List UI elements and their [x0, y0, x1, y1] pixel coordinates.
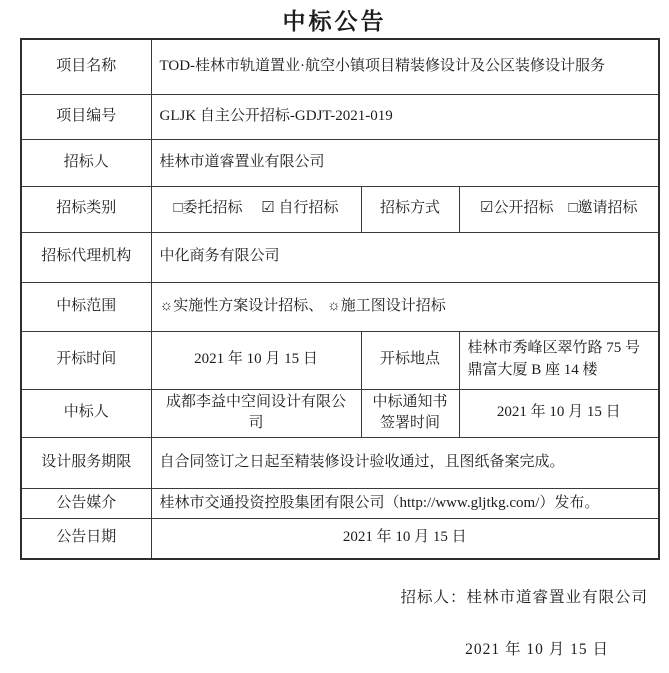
tenderer-label: 招标人: [21, 139, 151, 186]
announce-date-value: 2021 年 10 月 15 日: [151, 519, 659, 559]
tenderer-value: 桂林市道睿置业有限公司: [151, 139, 659, 186]
table-row-tender-category: [21, 186, 659, 232]
winner-value: 成都李益中空间设计有限公司: [151, 389, 361, 438]
service-period-value: 自合同签订之日起至精装修设计验收通过，且图纸备案完成。: [151, 438, 659, 489]
award-scope-label: 中标范围: [21, 282, 151, 331]
media-value: 桂林市交通投资控股集团有限公司（http://www.gljtkg.com/）发布。: [151, 489, 659, 519]
award-notice-label: 中标通知书签署时间: [361, 389, 459, 438]
tender-method-label: 招标方式: [361, 186, 459, 232]
table-row-award-scope: [21, 282, 659, 331]
winner-label: 中标人: [21, 389, 151, 438]
announcement-table: [20, 38, 660, 560]
table-row-winner: [21, 389, 659, 438]
award-notice-date: 2021 年 10 月 15 日: [459, 389, 659, 438]
project-number-value: GLJK 自主公开招标-GDJT-2021-019: [151, 94, 659, 139]
table-row-project-number: [21, 94, 659, 139]
page-title: 中标公告: [282, 9, 387, 34]
table-row-agency: [21, 232, 659, 282]
project-name-label: 项目名称: [21, 39, 151, 94]
announce-date-label: 公告日期: [21, 519, 151, 559]
tender-method-value: ☑公开招标 □邀请招标: [459, 186, 659, 232]
table-row-media: [21, 489, 659, 519]
table-row-project-name: [21, 39, 659, 94]
bid-opening-time-label: 开标时间: [21, 331, 151, 389]
table-row-bid-opening: [21, 331, 659, 389]
tender-category-value: □委托招标 ☑ 自行招标: [151, 186, 361, 232]
table-row-announce-date: [21, 519, 659, 559]
bid-opening-place-label: 开标地点: [361, 331, 459, 389]
bid-opening-place-value: 桂林市秀峰区翠竹路 75 号鼎富大厦 B 座 14 楼: [459, 331, 659, 389]
project-name-value: TOD-桂林市轨道置业·航空小镇项目精装修设计及公区装修设计服务: [151, 39, 659, 94]
service-period-label: 设计服务期限: [21, 438, 151, 489]
bid-opening-time-value: 2021 年 10 月 15 日: [151, 331, 361, 389]
footer-date: 2021 年 10 月 15 日: [465, 641, 609, 658]
tender-category-label: 招标类别: [21, 186, 151, 232]
table-row-service-period: [21, 438, 659, 489]
award-scope-value: ☼实施性方案设计招标、 ☼施工图设计招标: [151, 282, 659, 331]
project-number-label: 项目编号: [21, 94, 151, 139]
agency-label: 招标代理机构: [21, 232, 151, 282]
table-row-tenderer: [21, 139, 659, 186]
agency-value: 中化商务有限公司: [151, 232, 659, 282]
footer-signer: 招标人：桂林市道睿置业有限公司: [400, 589, 648, 606]
media-label: 公告媒介: [21, 489, 151, 519]
